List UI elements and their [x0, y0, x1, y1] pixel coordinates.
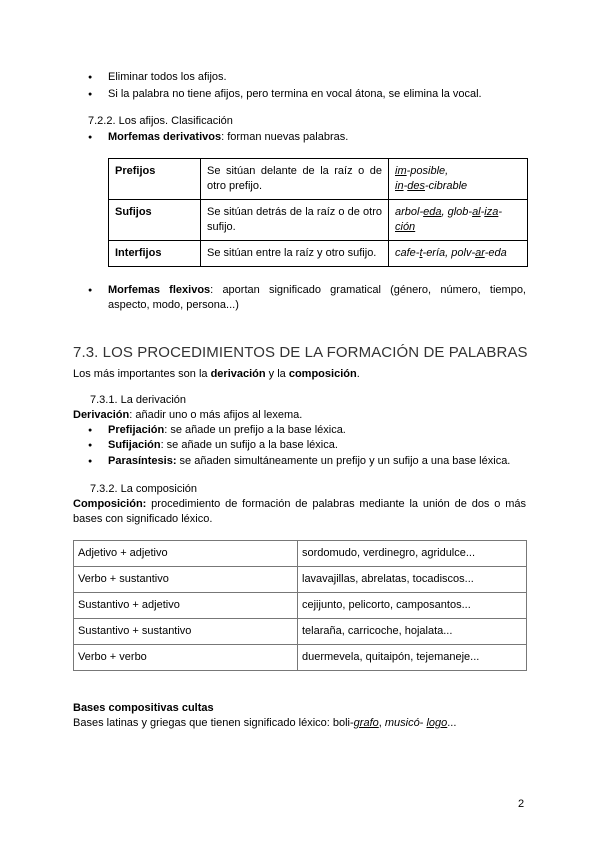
- row-name: Sufijos: [109, 200, 201, 241]
- composicion-table: [73, 540, 527, 671]
- row-name: Prefijos: [109, 159, 201, 200]
- list-item: [108, 130, 348, 145]
- table-row: Adjetivo + adjetivo sordomudo, verdinegro, agridulce...: [74, 541, 527, 567]
- table-row: [109, 159, 528, 200]
- list-item: [108, 283, 526, 313]
- row-desc: Se sitúan entre la raíz y otro sufijo.: [201, 241, 389, 267]
- row-example: im-posible, in-des-cibrable: [389, 159, 528, 200]
- section-title: 7.2.2. Los afijos. Clasificación: [88, 115, 233, 127]
- list-item: ● Eliminar todos los afijos.: [108, 70, 227, 85]
- page-number: 2: [518, 798, 525, 810]
- term-label: Morfemas flexivos: [108, 284, 211, 296]
- row-example: arbol-eda, glob-al-iza-ción: [389, 200, 528, 241]
- paragraph: Derivación: añadir uno o más afijos al lexema.: [73, 409, 303, 421]
- list-item: ● Prefijación: se añade un prefijo a la base léxica.: [108, 423, 346, 438]
- table-row: Sustantivo + adjetivo cejijunto, pelicorto, camposantos...: [74, 593, 527, 619]
- table-row: Sustantivo + sustantivo telaraña, carricoche, hojalata...: [74, 619, 527, 645]
- term-text: : aportan significado gramatical (género, número, tiempo, aspecto, modo, persona...): [108, 284, 526, 311]
- table-row: Verbo + verbo duermevela, quitaipón, tejemaneje...: [74, 645, 527, 671]
- term-label: Morfemas derivativos: [108, 131, 222, 143]
- list-item: ● Si la palabra no tiene afijos, pero termina en vocal átona, se elimina la vocal.: [108, 87, 482, 102]
- section-title: 7.3.1. La derivación: [90, 394, 187, 406]
- section-title: Bases compositivas cultas: [73, 702, 214, 714]
- term-text: : forman nuevas palabras.: [221, 131, 349, 143]
- section-title: 7.3.2. La composición: [90, 483, 198, 495]
- paragraph: Los más importantes son la derivación y la composición.: [73, 368, 360, 380]
- row-desc: Se sitúan delante de la raíz o de otro prefijo.: [201, 159, 389, 200]
- list-item: ● Parasíntesis: se añaden simultáneamente un prefijo y un sufijo a una base léxica.: [108, 454, 510, 469]
- paragraph: Bases latinas y griegas que tienen significado léxico: boli-grafo, musicó- logo...: [73, 717, 457, 729]
- paragraph: Composición: procedimiento de formación de palabras mediante la unión de dos o más bases con significado léxico.: [73, 498, 526, 525]
- table-row: Verbo + sustantivo lavavajillas, abrelatas, tocadiscos...: [74, 567, 527, 593]
- row-desc: Se sitúan detrás de la raíz o de otro sufijo.: [201, 200, 389, 241]
- section-heading: 7.3. LOS PROCEDIMIENTOS DE LA FORMACIÓN DE PALABRAS: [73, 344, 528, 361]
- afijos-table: [108, 158, 528, 267]
- list-item: ● Sufijación: se añade un sufijo a la base léxica.: [108, 438, 338, 453]
- row-name: Interfijos: [109, 241, 201, 267]
- table-row: [109, 241, 528, 267]
- row-example: cafe-t-ería, polv-ar-eda: [389, 241, 528, 267]
- table-row: [109, 200, 528, 241]
